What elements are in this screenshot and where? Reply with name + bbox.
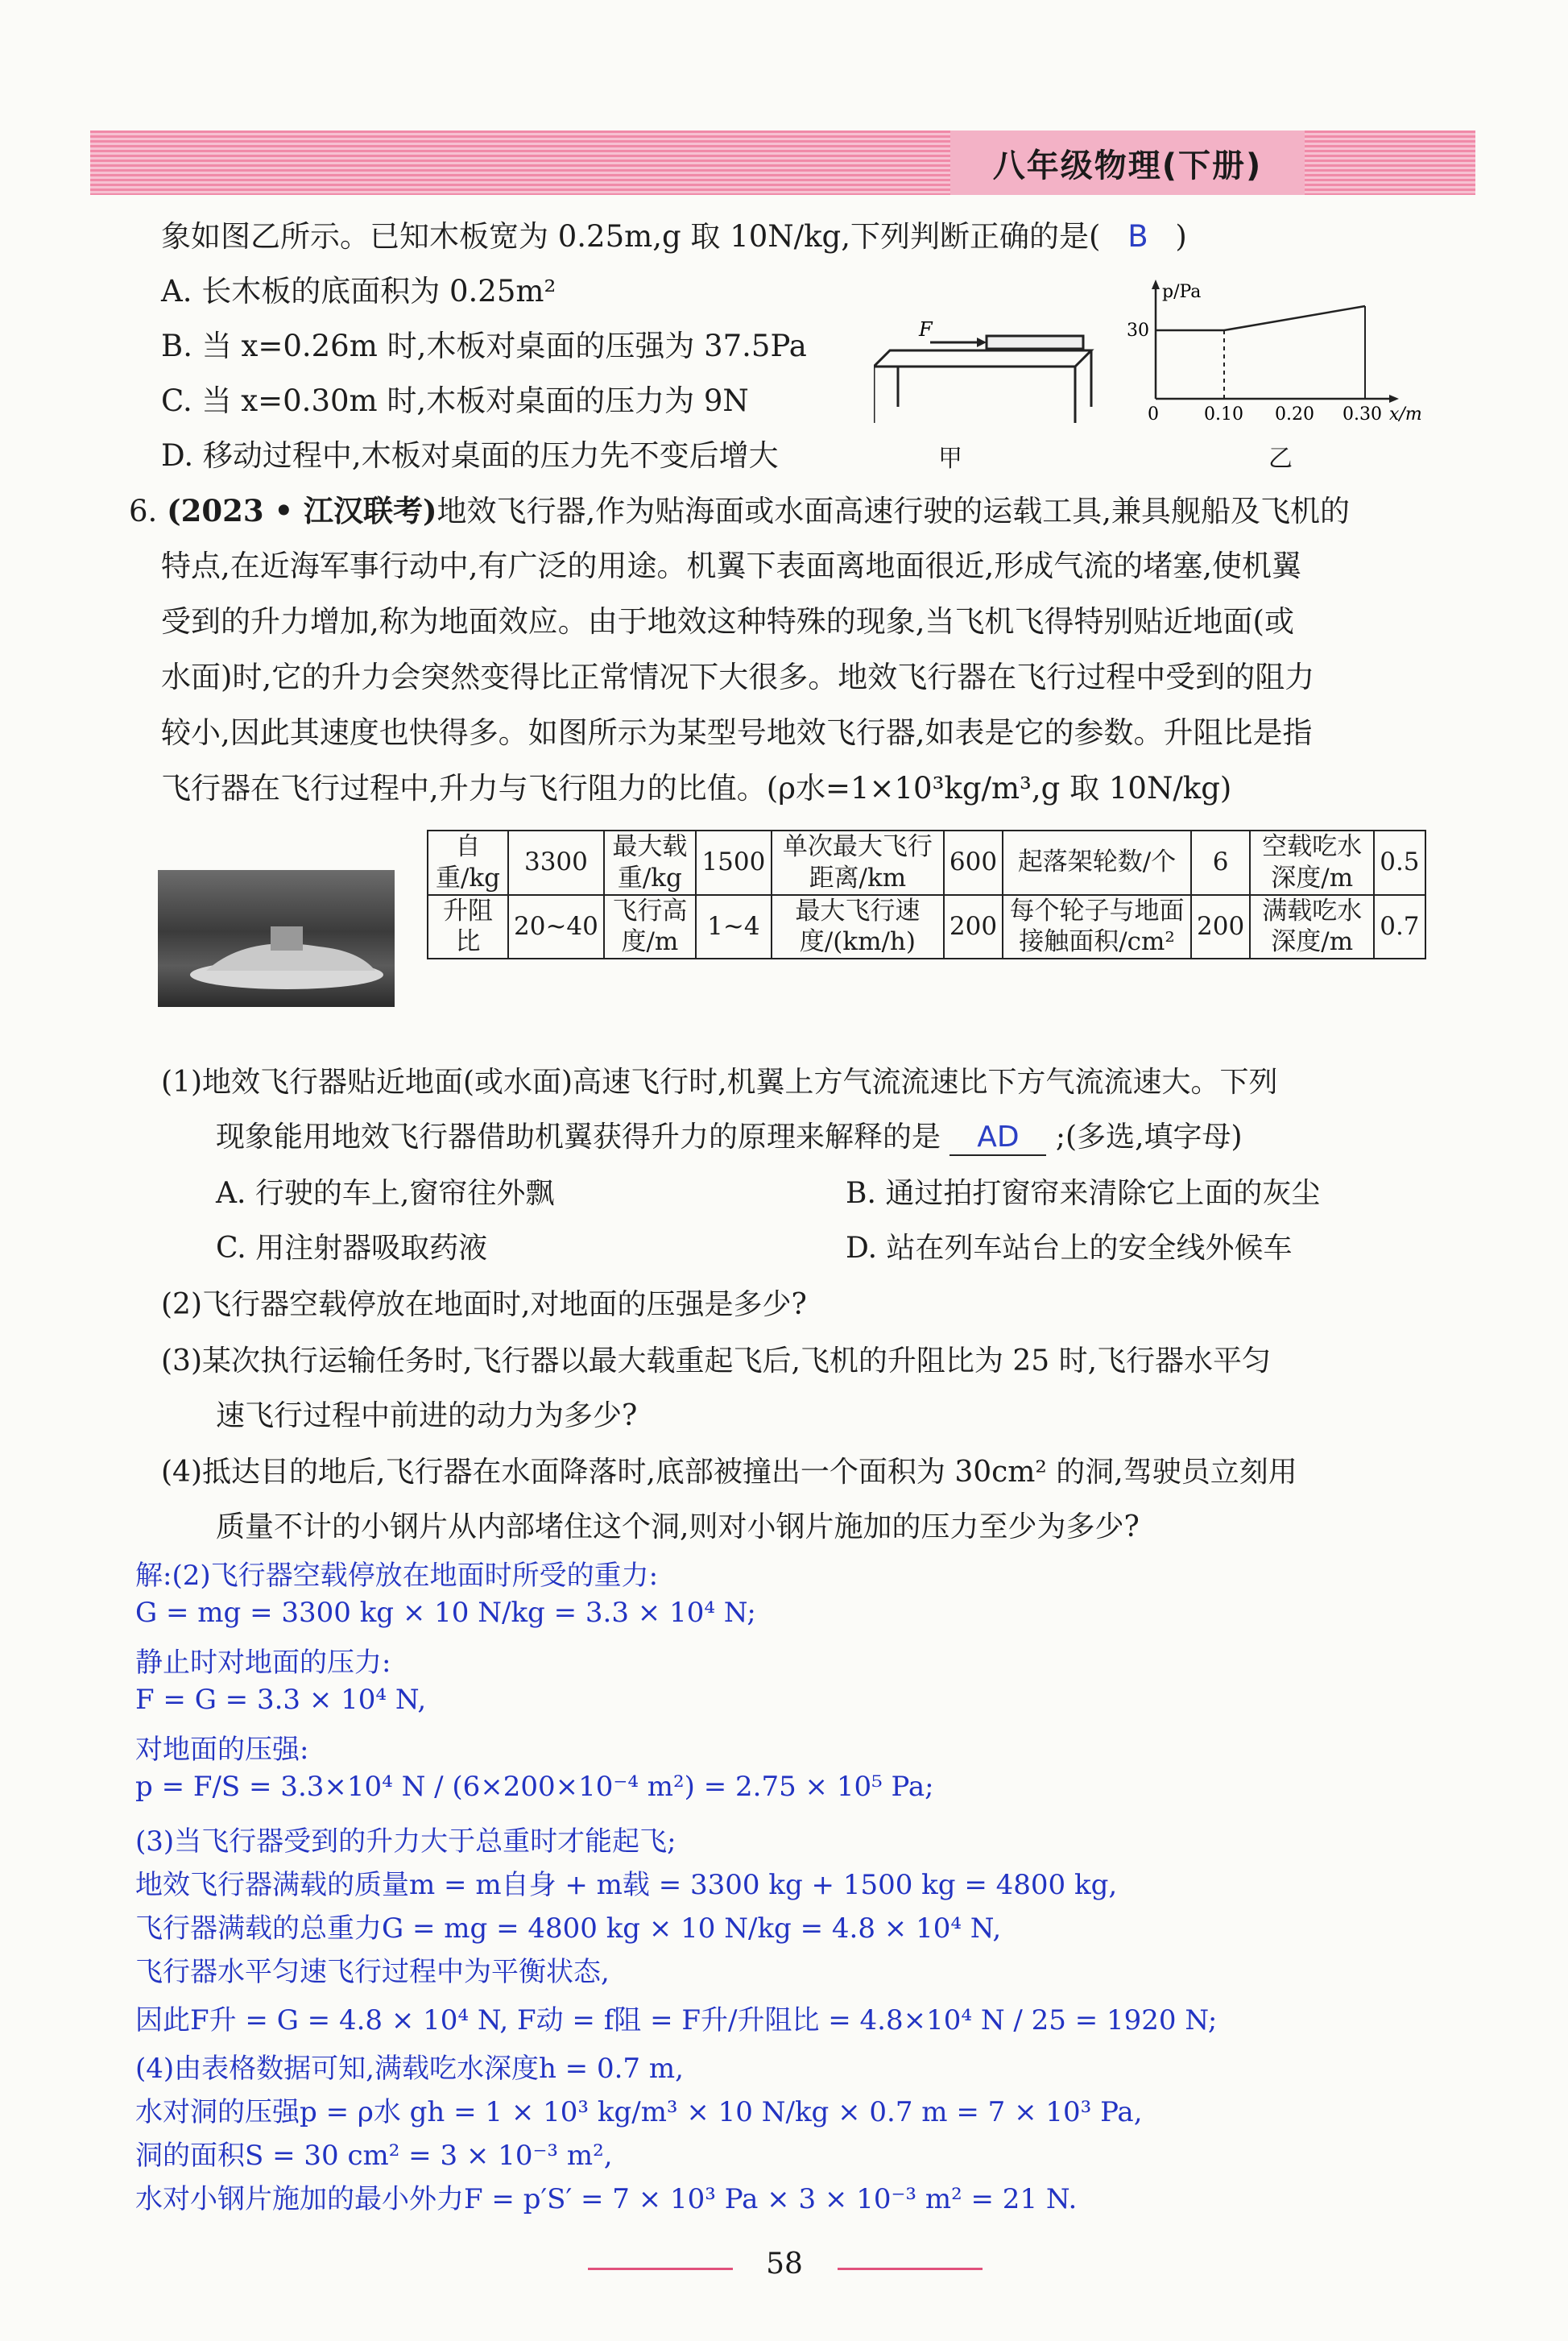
fig-yi-label: 乙 — [1268, 445, 1293, 473]
solution-line: (4)由表格数据可知,满载吃水深度h = 0.7 m, — [135, 2053, 684, 2085]
solution-line: (3)当飞行器受到的升力大于总重时才能起飞; — [135, 1825, 676, 1858]
solution-line: 因此F升 = G = 4.8 × 10⁴ N, F动 = f阻 = F升/升阻比 = 4.8×10⁴ N / 25 = 1920 N; — [135, 2004, 1218, 2036]
q6-first-line — [129, 493, 1350, 529]
table-row — [428, 895, 1425, 959]
footer-ornament-left — [588, 2268, 733, 2270]
q5-answer: B — [1127, 219, 1148, 254]
q6-sub1-option-d: D. 站在列车站台上的安全线外候车 — [846, 1232, 1293, 1265]
q6-sub2: (2)飞行器空载停放在地面时,对地面的压强是多少? — [161, 1288, 807, 1321]
graph-xtick: 0.10 — [1204, 404, 1243, 423]
solution-line: F = G = 3.3 × 10⁴ N, — [135, 1684, 427, 1716]
graph-xlabel: x/m — [1389, 404, 1422, 423]
q5-stem-end: ) — [1175, 219, 1187, 254]
q6-sub3-line: 速飞行过程中前进的动力为多少? — [216, 1399, 638, 1432]
graph-xtick: 0.30 — [1343, 404, 1382, 423]
graph-ylabel: p/Pa — [1162, 282, 1202, 302]
solution-line: 飞行器满载的总重力G = mg = 4800 kg × 10 N/kg = 4.8 × 10⁴ N, — [135, 1912, 1002, 1945]
table-cell: 满载吃水深度/m — [1250, 895, 1374, 959]
header-title: 八年级物理(下册) — [950, 131, 1305, 195]
table-cell: 200 — [1191, 895, 1250, 959]
q6-sub1-option-c: C. 用注射器吸取药液 — [216, 1232, 488, 1265]
table-cell: 空载吃水深度/m — [1250, 831, 1374, 895]
table-cell: 最大载重/kg — [604, 831, 696, 895]
q6-sub4-line: (4)抵达目的地后,飞行器在水面降落时,底部被撞出一个面积为 30cm² 的洞,驾驶员立刻用 — [161, 1456, 1297, 1489]
table-cell: 3300 — [508, 831, 604, 895]
table-row — [428, 831, 1425, 895]
solution-line: 地效飞行器满载的质量m = m自身 + m载 = 3300 kg + 1500 kg = 4800 kg, — [135, 1869, 1118, 1901]
solution-line: 静止时对地面的压力: — [135, 1647, 391, 1679]
q5-option-d: D. 移动过程中,木板对桌面的压力先不变后增大 — [161, 438, 779, 473]
q6-paragraph-line: 特点,在近海军事行动中,有广泛的用途。机翼下表面离地面很近,形成气流的堵塞,使机翼 — [161, 549, 1302, 583]
solution-line: 解:(2)飞行器空载停放在地面时所受的重力: — [135, 1560, 659, 1592]
q5-stem — [161, 219, 1187, 255]
q5-stem-text: 象如图乙所示。已知木板宽为 0.25m,g 取 10N/kg,下列判断正确的是( — [161, 219, 1101, 254]
q6-paragraph-line: 较小,因此其速度也快得多。如图所示为某型号地效飞行器,如表是它的参数。升阻比是指 — [161, 715, 1313, 750]
table-cell: 6 — [1191, 831, 1250, 895]
q6-number: 6. — [129, 494, 158, 528]
graph-xtick: 0.20 — [1275, 404, 1314, 423]
solution-line: 洞的面积S = 30 cm² = 3 × 10⁻³ m², — [135, 2140, 613, 2172]
footer-ornament-right — [838, 2268, 983, 2270]
table-cell: 自重/kg — [428, 831, 508, 895]
table-cell: 600 — [944, 831, 1003, 895]
solution-line: G = mg = 3300 kg × 10 N/kg = 3.3 × 10⁴ N; — [135, 1597, 756, 1629]
solution-line: 水对小钢片施加的最小外力F = p′S′ = 7 × 10³ Pa × 3 × 10⁻³ m² = 21 N. — [135, 2183, 1078, 2215]
solution-line: p = F/S = 3.3×10⁴ N / (6×200×10⁻⁴ m²) = 2.75 × 10⁵ Pa; — [135, 1771, 934, 1803]
table-cell: 升阻比 — [428, 895, 508, 959]
table-cell: 最大飞行速度/(km/h) — [772, 895, 944, 959]
fig-jia-label: 甲 — [938, 445, 962, 473]
table-cell: 1~4 — [696, 895, 772, 959]
graph-xtick: 0 — [1148, 404, 1159, 423]
q5-option-b: B. 当 x=0.26m 时,木板对桌面的压强为 37.5Pa — [161, 329, 807, 363]
table-cell: 每个轮子与地面接触面积/cm² — [1003, 895, 1191, 959]
table-cell: 20~40 — [508, 895, 604, 959]
graph-ytick: 30 — [1127, 321, 1149, 341]
q6-sub1-option-a: A. 行驶的车上,窗帘往外飘 — [216, 1177, 555, 1210]
figure-pressure-graph — [1123, 278, 1438, 423]
parameter-table — [427, 830, 1426, 959]
table-cell: 1500 — [696, 831, 772, 895]
q6-sub1-line1: (1)地效飞行器贴近地面(或水面)高速飞行时,机翼上方气流流速比下方气流流速大。下列 — [161, 1066, 1278, 1099]
table-cell: 200 — [944, 895, 1003, 959]
page-number: 58 — [766, 2248, 803, 2281]
table-cell: 单次最大飞行距离/km — [772, 831, 944, 895]
q6-sub1-line2 — [216, 1120, 1243, 1156]
q6-sub1-prompt: 现象能用地效飞行器借助机翼获得升力的原理来解释的是 — [216, 1121, 941, 1154]
force-label: F — [919, 318, 933, 341]
q6-paragraph-line: 受到的升力增加,称为地面效应。由于地效这种特殊的现象,当飞机飞得特别贴近地面(或 — [161, 604, 1294, 639]
table-cell: 起落架轮数/个 — [1003, 831, 1191, 895]
solution-line: 飞行器水平匀速飞行过程中为平衡状态, — [135, 1956, 610, 1988]
table-cell: 0.7 — [1374, 895, 1425, 959]
vehicle-drawing — [158, 870, 395, 1007]
q5-option-a: A. 长木板的底面积为 0.25m² — [161, 274, 556, 309]
q6-sub1-hint: ;(多选,填字母) — [1055, 1121, 1243, 1154]
q6-sub1-answer: AD — [949, 1120, 1046, 1156]
q6-paragraph-line: 飞行器在飞行过程中,升力与飞行阻力的比值。(ρ水=1×10³kg/m³,g 取 10N/kg) — [161, 771, 1232, 806]
q6-sub3-line: (3)某次执行运输任务时,飞行器以最大载重起飞后,飞机的升阻比为 25 时,飞行器水平匀 — [161, 1345, 1272, 1378]
q6-paragraph-line: 水面)时,它的升力会突然变得比正常情况下大很多。地效飞行器在飞行过程中受到的阻力 — [161, 660, 1315, 694]
solution-line: 对地面的压强: — [135, 1734, 309, 1766]
table-cell: 飞行高度/m — [604, 895, 696, 959]
solution-line: 水对洞的压强p = ρ水 gh = 1 × 10³ kg/m³ × 10 N/kg × 0.7 m = 7 × 10³ Pa, — [135, 2096, 1143, 2128]
figure-table-board — [874, 318, 1115, 431]
q5-option-c: C. 当 x=0.30m 时,木板对桌面的压力为 9N — [161, 383, 749, 418]
q6-sub1-option-b: B. 通过拍打窗帘来清除它上面的灰尘 — [846, 1177, 1321, 1210]
q6-source: (2023 • 江汉联考) — [167, 493, 437, 528]
ground-effect-vehicle-photo — [158, 870, 395, 1007]
q6-paragraph-line: 地效飞行器,作为贴海面或水面高速行驶的运载工具,兼具舰船及飞机的 — [436, 494, 1351, 528]
table-cell: 0.5 — [1374, 831, 1425, 895]
q6-sub4-line: 质量不计的小钢片从内部堵住这个洞,则对小钢片施加的压力至少为多少? — [216, 1510, 1140, 1543]
